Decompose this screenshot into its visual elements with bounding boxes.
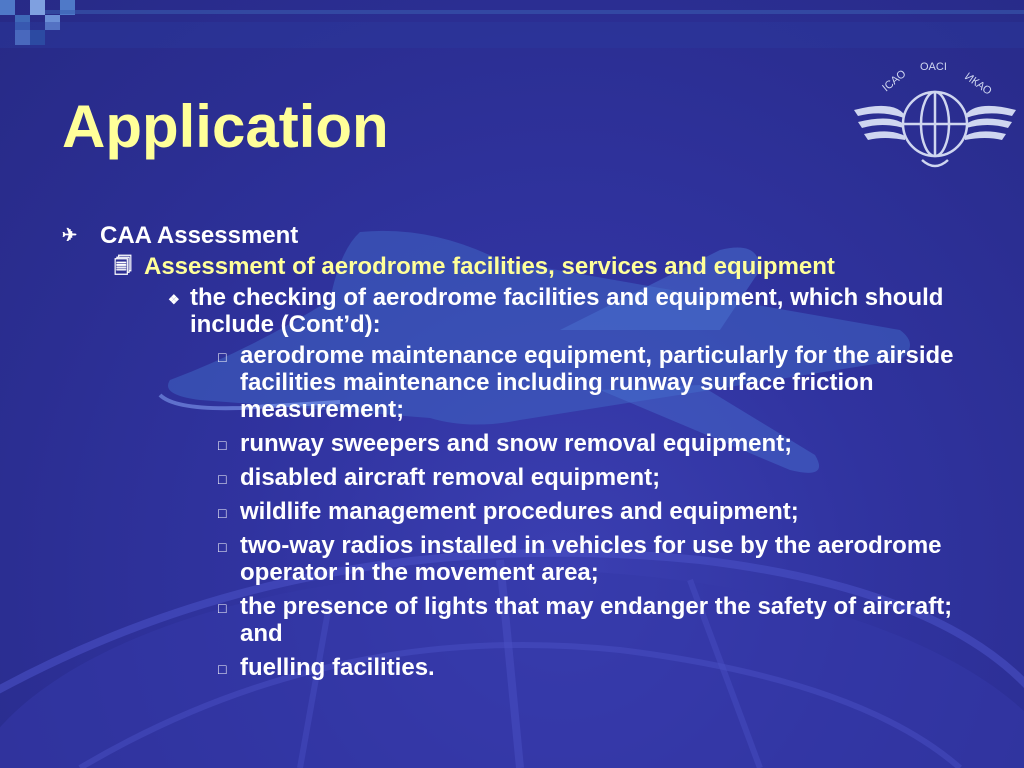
list-item xyxy=(60,464,960,491)
square-bullet-icon: □ xyxy=(218,539,227,555)
square-bullet-icon: □ xyxy=(218,349,227,365)
document-stack-icon: 🗐 xyxy=(114,256,132,276)
list-item xyxy=(60,253,960,280)
bullet-text: fuelling facilities. xyxy=(240,654,435,681)
diamond-cluster-icon: ❖ xyxy=(168,292,180,307)
bullet-text: Assessment of aerodrome facilities, services and equipment xyxy=(144,253,835,280)
bullet-text: disabled aircraft removal equipment; xyxy=(240,464,661,491)
icao-emblem-logo xyxy=(852,52,1018,192)
bullet-text: two-way radios installed in vehicles for use by the aerodrome operator in the movement area; xyxy=(240,532,942,586)
logo-text-icao: ICAO xyxy=(880,67,909,95)
list-item xyxy=(60,498,960,525)
list-item xyxy=(60,284,960,338)
logo-text-ikao: ИКАО xyxy=(962,70,994,98)
square-bullet-icon: □ xyxy=(218,505,227,521)
logo-text-oaci: OACI xyxy=(920,61,947,73)
slide-title: Application xyxy=(62,93,389,160)
bullet-text: the presence of lights that may endanger the safety of aircraft; and xyxy=(240,593,953,647)
square-bullet-icon: □ xyxy=(218,437,227,453)
bullet-list xyxy=(60,222,960,688)
list-item xyxy=(60,430,960,457)
square-bullet-icon: □ xyxy=(218,661,227,677)
list-item xyxy=(60,222,960,249)
airplane-icon: ✈ xyxy=(62,225,78,245)
list-item xyxy=(60,654,960,681)
bullet-text: wildlife management procedures and equipment; xyxy=(240,498,799,525)
list-item xyxy=(60,342,960,423)
square-bullet-icon: □ xyxy=(218,471,227,487)
bullet-text: CAA Assessment xyxy=(100,222,299,249)
list-item xyxy=(60,593,960,647)
square-bullet-icon: □ xyxy=(218,600,227,616)
bullet-text: runway sweepers and snow removal equipment; xyxy=(240,430,793,457)
list-item xyxy=(60,532,960,586)
bullet-text: aerodrome maintenance equipment, particularly for the airside facilities maintenance including runway surface friction measurement; xyxy=(240,342,954,423)
bullet-text: the checking of aerodrome facilities and equipment, which should include (Cont’d): xyxy=(190,284,944,338)
